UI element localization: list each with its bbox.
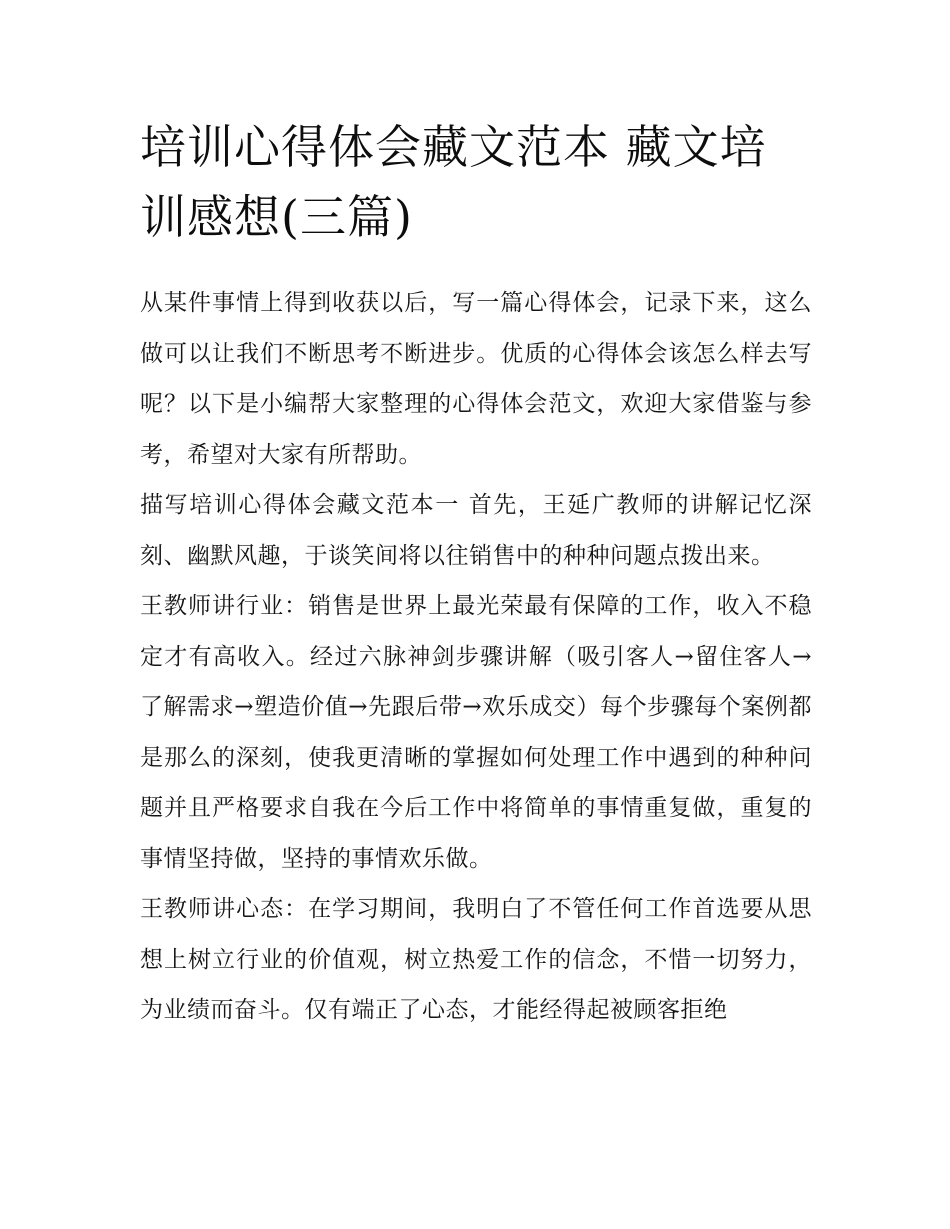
paragraph-industry: 王教师讲行业：销售是世界上最光荣最有保障的工作，收入不稳定才有高收入。经过六脉神剑步骤讲解（吸引客人→留住客人→了解需求→塑造价值→先跟后带→欢乐成交）每个步骤每个案例都是那么的深刻，使我更清晰的掌握如何处理工作中遇到的种种问题并且严格要求自我在今后工作中将简单的事情重复做，重复的事情坚持做，坚持的事情欢乐做。 (140, 593, 812, 872)
document-page (140, 112, 812, 1036)
paragraph-sample-one: 描写培训心得体会藏文范本一 首先，王延广教师的讲解记忆深刻、幽默风趣，于谈笑间将以往销售中的种种问题点拨出来。 (140, 492, 812, 569)
document-title: 培训心得体会藏文范本 藏文培训感想(三篇) (140, 120, 767, 244)
paragraph-intro: 从某件事情上得到收获以后，写一篇心得体会，记录下来，这么做可以让我们不断思考不断进步。优质的心得体会该怎么样去写呢？以下是小编帮大家整理的心得体会范文，欢迎大家借鉴与参考，希望对大家有所帮助。 (140, 290, 812, 468)
paragraph-mindset: 王教师讲心态：在学习期间，我明白了不管任何工作首选要从思想上树立行业的价值观，树立热爱工作的信念，不惜一切努力，为业绩而奋斗。仅有端正了心态，才能经得起被顾客拒绝 (140, 896, 812, 1023)
document-body (140, 278, 812, 1036)
